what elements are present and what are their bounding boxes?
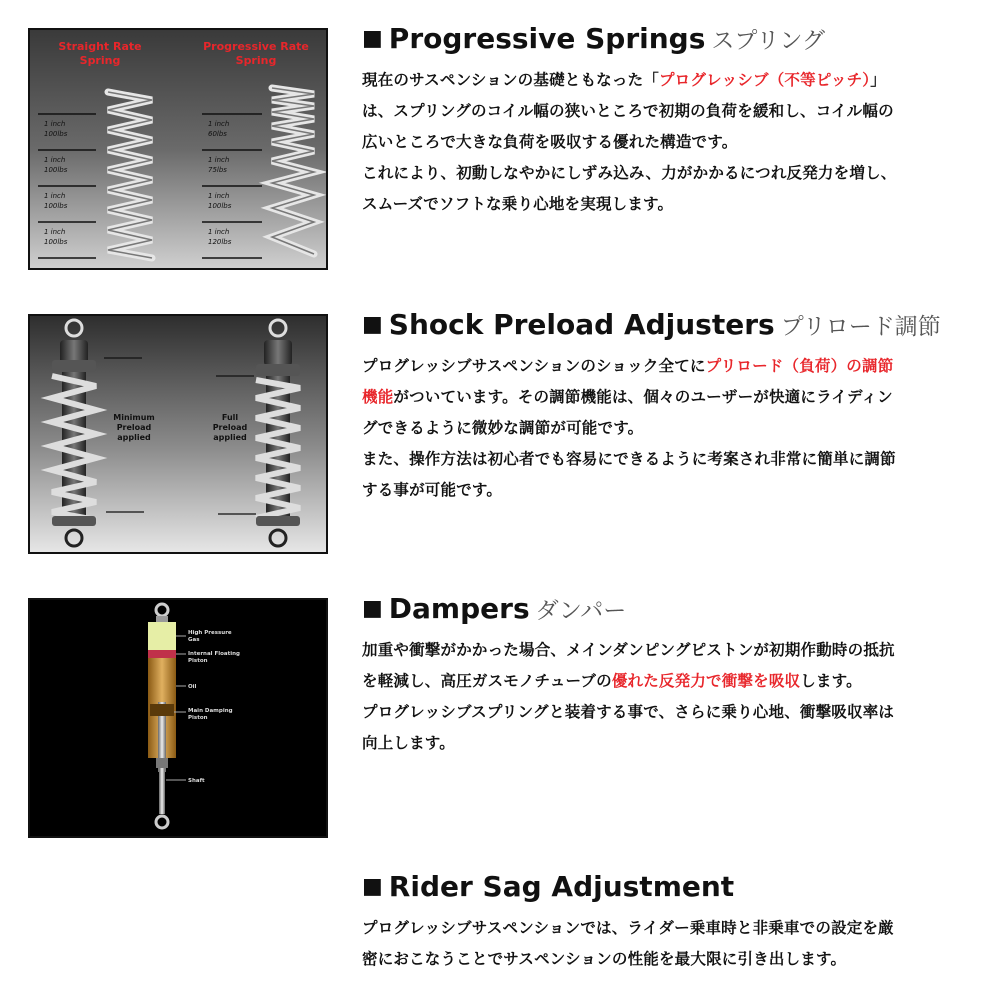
body-line: プログレッシブスプリングと装着する事で、さらに乗り心地、衝撃吸収率は <box>362 703 895 721</box>
heading-subtitle: プリロード調節 <box>780 314 941 340</box>
left-spring-title-1: Straight Rate <box>58 40 142 53</box>
body-line: する事が可能です。 <box>362 481 503 499</box>
dampers-text <box>362 592 977 759</box>
square-bullet-icon: ■ <box>362 312 383 337</box>
shaft-label: Shaft <box>188 778 205 784</box>
high-pressure-gas <box>148 622 176 650</box>
body-text: 現在のサスペンションの基礎ともなった「 <box>362 71 659 89</box>
highlight-text: 機能 <box>362 388 394 406</box>
section-body <box>362 65 977 220</box>
dampers-figure <box>28 598 328 838</box>
section-heading <box>362 22 977 59</box>
left-label-3a: 1 inch <box>44 192 66 200</box>
left-label-1b: 100lbs <box>44 130 68 138</box>
minimum-preload-label-2: Preload <box>116 423 152 432</box>
body-line: プログレッシブサスペンションでは、ライダー乗車時と非乗車での設定を厳 <box>362 919 894 937</box>
damper-cutaway-diagram <box>30 600 326 836</box>
progressive-springs-figure <box>28 28 328 270</box>
body-line: 向上します。 <box>362 734 455 752</box>
highlight-text: プリロード（負荷）の調節 <box>705 357 894 375</box>
full-preload-label-2: Preload <box>212 423 248 432</box>
left-label-4a: 1 inch <box>44 228 66 236</box>
body-line <box>362 351 977 382</box>
body-line: グできるように微妙な調節が可能です。 <box>362 419 644 437</box>
square-bullet-icon: ■ <box>362 26 383 51</box>
section-body <box>362 351 977 506</box>
body-line <box>362 666 977 697</box>
highlight-text: 優れた反発力で衝撃を吸収 <box>611 672 801 690</box>
section-body <box>362 635 977 759</box>
left-spring-title-2: Spring <box>79 54 121 67</box>
left-label-1a: 1 inch <box>44 120 66 128</box>
section-body <box>362 913 977 975</box>
body-text: プログレッシブサスペンションのショック全てに <box>362 357 706 375</box>
body-text: がついています。その調節機能は、個々のユーザーが快適にライディン <box>393 388 893 406</box>
progressive-springs-text <box>362 22 977 220</box>
body-line: 広いところで大きな負荷を吸収する優れた構造です。 <box>362 133 738 151</box>
body-text: を軽減し、高圧ガスモノチューブの <box>362 672 612 690</box>
left-label-4b: 100lbs <box>44 238 68 246</box>
right-label-1b: 60lbs <box>208 130 227 138</box>
full-preload-label-3: applied <box>213 433 247 442</box>
body-line: スムーズでソフトな乗り心地を実現します。 <box>362 195 674 213</box>
minimum-preload-label-3: applied <box>117 433 151 442</box>
body-line <box>362 382 977 413</box>
floating-piston-label-2: Piston <box>188 658 208 664</box>
right-label-4a: 1 inch <box>208 228 230 236</box>
high-pressure-gas-label-1: High Pressure <box>188 630 232 636</box>
section-heading <box>362 308 977 345</box>
damping-piston-label-2: Piston <box>188 715 208 721</box>
body-text: 」 <box>870 71 886 89</box>
left-label-3b: 100lbs <box>44 202 68 210</box>
body-line: 密におこなうことでサスペンションの性能を最大限に引き出します。 <box>362 950 847 968</box>
section-heading <box>362 592 977 629</box>
right-spring-title-1: Progressive Rate <box>203 40 309 53</box>
damping-piston-label-1: Main Damping <box>188 708 233 714</box>
shock-preload-text <box>362 308 977 506</box>
section-heading <box>362 870 977 907</box>
body-line: これにより、初動しなやかにしずみ込み、力がかかるにつれ反発力を増し、 <box>362 164 897 182</box>
body-line <box>362 65 977 96</box>
spring-comparison-diagram <box>30 30 326 268</box>
square-bullet-icon: ■ <box>362 874 383 899</box>
body-text: します。 <box>800 672 862 690</box>
full-preload-label-1: Full <box>221 413 239 422</box>
right-label-4b: 120lbs <box>208 238 232 246</box>
heading-title: Dampers <box>388 592 530 625</box>
minimum-preload-label-1: Minimum <box>113 413 155 422</box>
body-line: 加重や衝撃がかかった場合、メインダンピングピストンが初期作動時の抵抗 <box>362 641 895 659</box>
preload-diagram <box>30 316 326 552</box>
oil-label: Oil <box>188 684 197 690</box>
right-spring-title-2: Spring <box>235 54 277 67</box>
right-label-2b: 75lbs <box>208 166 227 174</box>
right-label-3b: 100lbs <box>208 202 232 210</box>
heading-subtitle: スプリング <box>711 28 826 54</box>
heading-title: Shock Preload Adjusters <box>388 308 775 341</box>
square-bullet-icon: ■ <box>362 596 383 621</box>
floating-piston-label-1: Internal Floating <box>188 651 240 657</box>
left-label-2b: 100lbs <box>44 166 68 174</box>
right-label-3a: 1 inch <box>208 192 230 200</box>
high-pressure-gas-label-2: Gas <box>188 637 200 643</box>
rider-sag-text <box>362 870 977 975</box>
heading-title: Progressive Springs <box>388 22 706 55</box>
heading-subtitle: ダンパー <box>535 598 627 624</box>
left-label-2a: 1 inch <box>44 156 66 164</box>
heading-title: Rider Sag Adjustment <box>388 870 735 903</box>
floating-piston <box>148 650 176 658</box>
shaft <box>159 768 165 814</box>
shock-preload-figure <box>28 314 328 554</box>
body-line: また、操作方法は初心者でも容易にできるように考案され非常に簡単に調節 <box>362 450 896 468</box>
highlight-text: プログレッシブ（不等ピッチ） <box>658 71 871 89</box>
right-label-1a: 1 inch <box>208 120 230 128</box>
body-line: は、スプリングのコイル幅の狭いところで初期の負荷を緩和し、コイル幅の <box>362 102 894 120</box>
right-label-2a: 1 inch <box>208 156 230 164</box>
